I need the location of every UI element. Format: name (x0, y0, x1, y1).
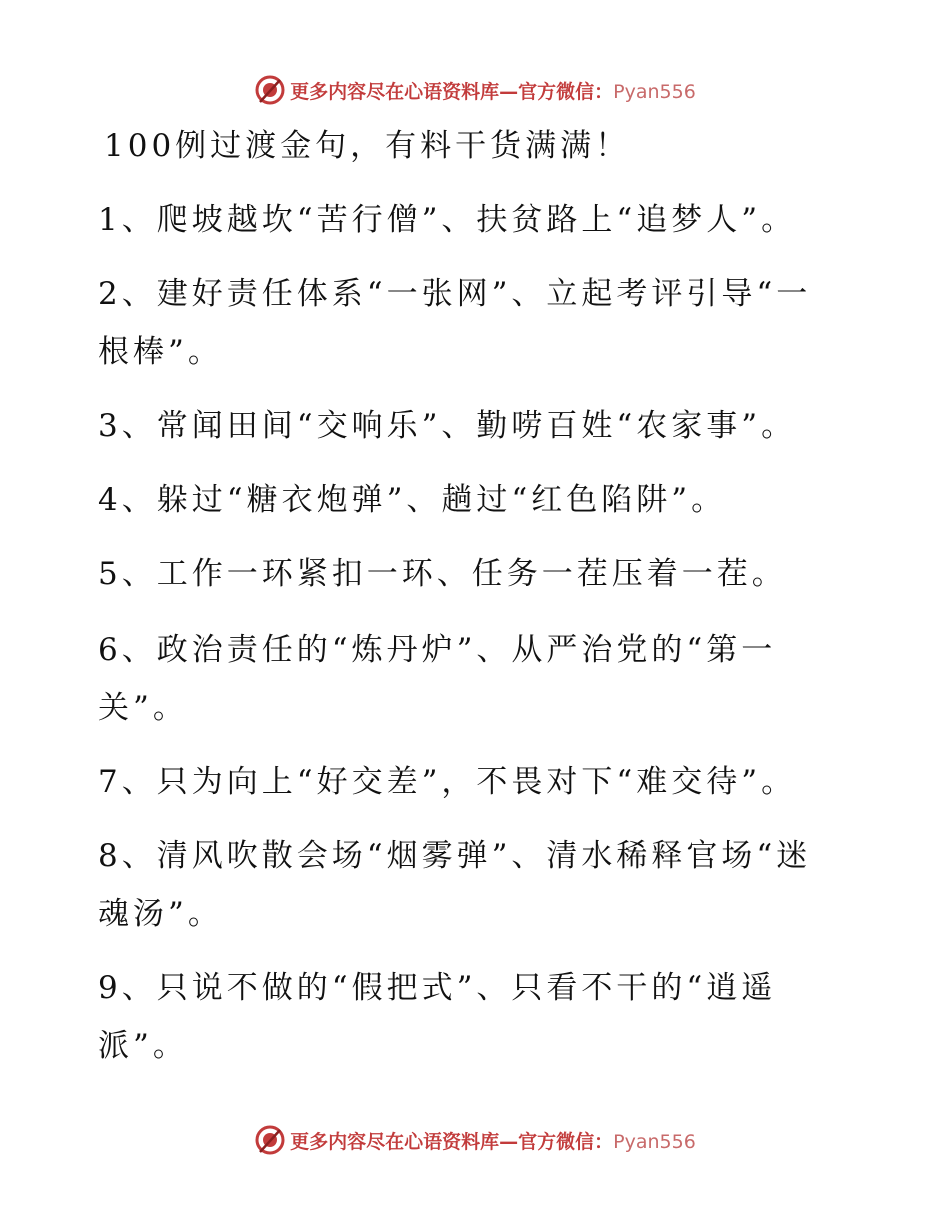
header-banner (0, 70, 950, 110)
banner-text (290, 1127, 696, 1154)
list-item-7: 7、只为向上“好交差”，不畏对下“难交待”。 (98, 764, 797, 800)
list-item-2: 2、建好责任体系“一张网”、立起考评引导“一 (98, 276, 812, 312)
list-item-6-cont: 关”。 (98, 690, 188, 726)
wechat-id: Pyan556 (613, 1130, 696, 1153)
quill-seal-icon (254, 74, 286, 106)
list-item-8-cont: 魂汤”。 (98, 896, 223, 932)
list-item-9-cont: 派”。 (98, 1028, 188, 1064)
banner-text (290, 77, 696, 104)
list-item-8: 8、清风吹散会场“烟雾弹”、清水稀释官场“迷 (98, 838, 812, 874)
banner-slogan: 更多内容尽在心语资料库—官方微信： (290, 80, 614, 103)
footer-banner (0, 1120, 950, 1160)
list-item-5: 5、工作一环紧扣一环、任务一茬压着一茬。 (98, 556, 787, 592)
list-item-3: 3、常闻田间“交响乐”、勤唠百姓“农家事”。 (98, 408, 797, 444)
document-title: 100例过渡金句，有料干货满满！ (104, 128, 631, 164)
banner-slogan: 更多内容尽在心语资料库—官方微信： (290, 1130, 614, 1153)
quill-seal-icon (254, 1124, 286, 1156)
list-item-4: 4、躲过“糖衣炮弹”、趟过“红色陷阱”。 (98, 482, 727, 518)
list-item-2-cont: 根棒”。 (98, 334, 223, 370)
list-item-1: 1、爬坡越坎“苦行僧”、扶贫路上“追梦人”。 (98, 202, 797, 238)
list-item-9: 9、只说不做的“假把式”、只看不干的“逍遥 (98, 970, 777, 1006)
list-item-6: 6、政治责任的“炼丹炉”、从严治党的“第一 (98, 632, 777, 668)
wechat-id: Pyan556 (613, 80, 696, 103)
